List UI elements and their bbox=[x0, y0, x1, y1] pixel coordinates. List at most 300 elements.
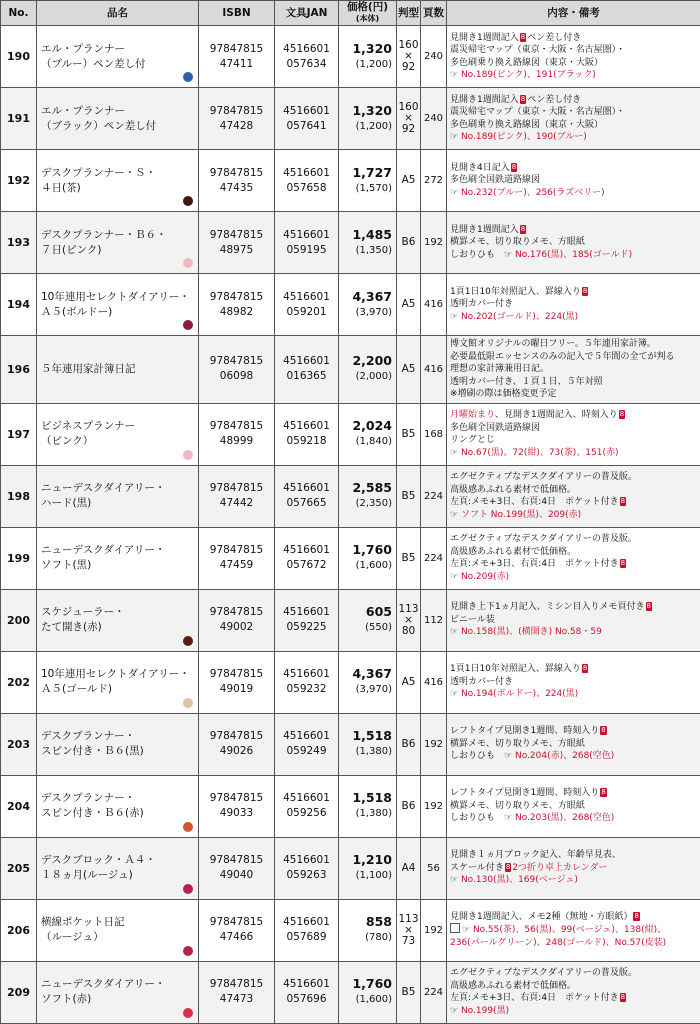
description-line bbox=[450, 338, 697, 351]
description-cell bbox=[447, 713, 700, 775]
description-text: 横罫メモ、切り取りメモ、方眼紙 bbox=[450, 739, 585, 749]
color-swatch bbox=[183, 320, 193, 330]
isbn-line: 97847815 bbox=[199, 729, 274, 744]
color-swatch bbox=[183, 884, 193, 894]
jan-line: 4516601 bbox=[275, 605, 338, 620]
size-cell bbox=[397, 651, 421, 713]
isbn-line: 97847815 bbox=[199, 228, 274, 243]
jan-cell bbox=[275, 899, 339, 961]
description-line bbox=[450, 447, 697, 460]
description-cell bbox=[447, 961, 700, 1023]
jan-cell bbox=[275, 88, 339, 150]
jan-line: 057689 bbox=[275, 930, 338, 945]
jan-line: 059195 bbox=[275, 243, 338, 258]
jan-line: 4516601 bbox=[275, 791, 338, 806]
size-line: B6 bbox=[397, 801, 420, 812]
page-count: 112 bbox=[421, 589, 447, 651]
price-base: (1,570) bbox=[339, 181, 392, 197]
related-items: No.67(黒)、72(紺)、73(茶)、151(赤) bbox=[461, 448, 619, 458]
product-name-line: Ａ５(ゴールド) bbox=[41, 682, 194, 697]
size-cell bbox=[397, 837, 421, 899]
size-cell bbox=[397, 589, 421, 651]
isbn-line: 47435 bbox=[199, 181, 274, 196]
price-tax-included: 4,367 bbox=[339, 289, 392, 305]
price-base: (1,380) bbox=[339, 744, 392, 760]
table-row bbox=[1, 527, 700, 589]
product-name-cell bbox=[37, 527, 199, 589]
color-swatch bbox=[183, 636, 193, 646]
page-count: 168 bbox=[421, 403, 447, 465]
color-swatch bbox=[183, 196, 193, 206]
product-name-line: 10年連用セレクトダイアリー・ bbox=[41, 667, 194, 682]
related-items: 236(パールグリーン)、248(ゴールド)、No.57(皮装) bbox=[450, 938, 666, 948]
description-text: ペン差し付き bbox=[527, 33, 581, 43]
eight-mark-icon: 8 bbox=[582, 664, 588, 673]
pointing-hand-icon: ☞ bbox=[450, 188, 461, 198]
description-line bbox=[450, 849, 697, 862]
header-isbn: ISBN bbox=[199, 1, 275, 26]
item-number: 205 bbox=[1, 837, 37, 899]
description-line bbox=[450, 614, 697, 627]
jan-cell bbox=[275, 403, 339, 465]
description-line bbox=[450, 119, 697, 132]
pointing-hand-icon: ☞ bbox=[504, 250, 515, 260]
product-name-line: ニューデスクダイアリー・ bbox=[41, 977, 194, 992]
description-line bbox=[450, 376, 697, 389]
product-name-cell bbox=[37, 775, 199, 837]
eight-mark-icon: 8 bbox=[620, 497, 626, 506]
color-swatch bbox=[183, 1008, 193, 1018]
size-cell bbox=[397, 899, 421, 961]
table-row bbox=[1, 336, 700, 404]
page-count: 240 bbox=[421, 88, 447, 150]
product-name-line: ５年連用家計簿日記 bbox=[41, 362, 194, 377]
jan-cell bbox=[275, 465, 339, 527]
color-swatch bbox=[183, 258, 193, 268]
jan-line: 016365 bbox=[275, 369, 338, 384]
size-line: B6 bbox=[397, 739, 420, 750]
item-number: 202 bbox=[1, 651, 37, 713]
product-name-line: １８ヵ月(ルージュ) bbox=[41, 868, 194, 883]
product-name-cell bbox=[37, 961, 199, 1023]
size-cell bbox=[397, 150, 421, 212]
isbn-line: 47411 bbox=[199, 57, 274, 72]
product-name-cell bbox=[37, 336, 199, 404]
size-line: A5 bbox=[397, 175, 420, 186]
jan-line: 4516601 bbox=[275, 290, 338, 305]
eight-mark-icon: 8 bbox=[511, 163, 517, 172]
price-cell bbox=[339, 713, 397, 775]
size-cell bbox=[397, 274, 421, 336]
description-line bbox=[450, 725, 697, 738]
size-line: A5 bbox=[397, 299, 420, 310]
description-highlight: 2つ折り卓上カレンダー bbox=[512, 863, 607, 873]
description-line bbox=[450, 937, 697, 950]
description-line bbox=[450, 471, 697, 484]
size-line: A4 bbox=[397, 863, 420, 874]
page-count: 224 bbox=[421, 465, 447, 527]
jan-cell bbox=[275, 212, 339, 274]
description-line bbox=[450, 286, 697, 299]
product-name-line: ソフト(黒) bbox=[41, 558, 194, 573]
isbn-line: 49040 bbox=[199, 868, 274, 883]
jan-line: 4516601 bbox=[275, 667, 338, 682]
isbn-line: 47428 bbox=[199, 119, 274, 134]
isbn-cell bbox=[199, 527, 275, 589]
description-line bbox=[450, 106, 697, 119]
isbn-cell bbox=[199, 403, 275, 465]
description-text: エグゼクティブなデスクダイアリーの普及版。 bbox=[450, 534, 637, 544]
price-base: (780) bbox=[339, 930, 392, 946]
isbn-line: 47473 bbox=[199, 992, 274, 1007]
price-cell bbox=[339, 212, 397, 274]
header-row bbox=[1, 1, 700, 26]
jan-line: 057696 bbox=[275, 992, 338, 1007]
jan-line: 4516601 bbox=[275, 915, 338, 930]
related-items: No.203(黒)、268(空色) bbox=[515, 813, 614, 823]
size-line: A5 bbox=[397, 364, 420, 375]
isbn-cell bbox=[199, 274, 275, 336]
description-line bbox=[450, 484, 697, 497]
isbn-cell bbox=[199, 26, 275, 88]
related-items: No.189(ピンク)、190(ブルー) bbox=[461, 132, 587, 142]
description-line bbox=[450, 1005, 697, 1018]
product-name-line: デスクプランナー・ bbox=[41, 729, 194, 744]
item-number: 194 bbox=[1, 274, 37, 336]
pointing-hand-icon: ☞ bbox=[450, 70, 461, 80]
page-count: 56 bbox=[421, 837, 447, 899]
isbn-line: 49002 bbox=[199, 620, 274, 635]
isbn-line: 49026 bbox=[199, 744, 274, 759]
isbn-cell bbox=[199, 336, 275, 404]
description-highlight: 月曜始まり bbox=[450, 410, 495, 420]
price-tax-included: 1,760 bbox=[339, 542, 392, 558]
product-name-line: デスクプランナー・Ｂ６・ bbox=[41, 228, 194, 243]
isbn-cell bbox=[199, 651, 275, 713]
pointing-hand-icon: ☞ bbox=[450, 510, 461, 520]
description-text: しおりひも bbox=[450, 813, 495, 823]
isbn-cell bbox=[199, 713, 275, 775]
description-text: 左頁:メモ+3日、右頁:4日 ポケット付き bbox=[450, 993, 619, 1003]
related-items: No.199(黒) bbox=[461, 1006, 509, 1016]
price-cell bbox=[339, 899, 397, 961]
description-text: 高級感あふれる素材で低価格。 bbox=[450, 547, 576, 557]
product-name-cell bbox=[37, 589, 199, 651]
table-row bbox=[1, 589, 700, 651]
eight-mark-icon: 8 bbox=[600, 788, 606, 797]
table-row bbox=[1, 150, 700, 212]
description-text: 多色刷乗り換え路線図（東京・大阪） bbox=[450, 58, 603, 68]
description-text: 透明カバー付き、１頁１日、５年対照 bbox=[450, 377, 603, 387]
price-base: (1,350) bbox=[339, 243, 392, 259]
description-line bbox=[450, 967, 697, 980]
jan-line: 059225 bbox=[275, 620, 338, 635]
price-tax-included: 4,367 bbox=[339, 666, 392, 682]
jan-line: 4516601 bbox=[275, 354, 338, 369]
header-pages: 頁数 bbox=[421, 1, 447, 26]
related-items: No.232(ブルー)、256(ラズベリー) bbox=[461, 188, 605, 198]
jan-cell bbox=[275, 775, 339, 837]
description-line bbox=[450, 800, 697, 813]
page-count: 272 bbox=[421, 150, 447, 212]
description-text: リングとじ bbox=[450, 435, 495, 445]
table-row bbox=[1, 465, 700, 527]
header-price bbox=[339, 1, 397, 26]
description-cell bbox=[447, 336, 700, 404]
description-text: レフトタイプ見開き1週間、時刻入り bbox=[450, 726, 599, 736]
price-base: (2,000) bbox=[339, 369, 392, 385]
product-name-line: スケジューラー・ bbox=[41, 605, 194, 620]
header-size: 判型 bbox=[397, 1, 421, 26]
product-name-cell bbox=[37, 713, 199, 775]
product-name-line: デスクプランナー・Ｓ・ bbox=[41, 166, 194, 181]
header-price-sub: (本体) bbox=[339, 13, 396, 24]
size-cell bbox=[397, 88, 421, 150]
price-cell bbox=[339, 274, 397, 336]
item-number: 197 bbox=[1, 403, 37, 465]
pointing-hand-icon: ☞ bbox=[450, 1006, 461, 1016]
size-cell bbox=[397, 961, 421, 1023]
isbn-cell bbox=[199, 212, 275, 274]
jan-cell bbox=[275, 527, 339, 589]
header-no: No. bbox=[1, 1, 37, 26]
description-text: 、見開き1週間記入、時刻入り bbox=[495, 410, 618, 420]
description-text: 1頁1日10年対照記入、罫線入り bbox=[450, 664, 581, 674]
description-text: しおりひも bbox=[450, 250, 495, 260]
related-items: No.189(ピンク)、191(ブラック) bbox=[461, 70, 596, 80]
description-line bbox=[450, 422, 697, 435]
isbn-line: 97847815 bbox=[199, 853, 274, 868]
size-cell bbox=[397, 465, 421, 527]
header-name: 品名 bbox=[37, 1, 199, 26]
eight-mark-icon: 8 bbox=[582, 287, 588, 296]
jan-cell bbox=[275, 837, 339, 899]
description-line bbox=[450, 676, 697, 689]
size-line: B5 bbox=[397, 491, 420, 502]
size-line: 160 bbox=[397, 102, 420, 113]
description-line bbox=[450, 911, 697, 924]
color-swatch bbox=[183, 72, 193, 82]
description-line bbox=[450, 787, 697, 800]
price-cell bbox=[339, 527, 397, 589]
table-row bbox=[1, 961, 700, 1023]
page-count: 416 bbox=[421, 336, 447, 404]
pointing-hand-icon: ☞ bbox=[450, 627, 461, 637]
description-cell bbox=[447, 589, 700, 651]
price-cell bbox=[339, 589, 397, 651]
isbn-line: 06098 bbox=[199, 369, 274, 384]
jan-line: 059218 bbox=[275, 434, 338, 449]
table-row bbox=[1, 899, 700, 961]
size-line: × bbox=[397, 925, 420, 936]
description-cell bbox=[447, 88, 700, 150]
product-name-line: ソフト(赤) bbox=[41, 992, 194, 1007]
price-base: (1,200) bbox=[339, 57, 392, 73]
isbn-line: 97847815 bbox=[199, 791, 274, 806]
description-text: レフトタイプ見開き1週間、時刻入り bbox=[450, 788, 599, 798]
isbn-cell bbox=[199, 837, 275, 899]
jan-line: 4516601 bbox=[275, 977, 338, 992]
price-cell bbox=[339, 26, 397, 88]
description-line bbox=[450, 923, 697, 937]
item-number: 206 bbox=[1, 899, 37, 961]
product-name-cell bbox=[37, 274, 199, 336]
page-count: 416 bbox=[421, 274, 447, 336]
description-line bbox=[450, 496, 697, 509]
product-name-line: ４日(茶) bbox=[41, 181, 194, 196]
size-line: 80 bbox=[397, 626, 420, 637]
jan-line: 059232 bbox=[275, 682, 338, 697]
size-line: 160 bbox=[397, 40, 420, 51]
size-line: B6 bbox=[397, 237, 420, 248]
product-name-line: ハード(黒) bbox=[41, 496, 194, 511]
jan-line: 4516601 bbox=[275, 228, 338, 243]
product-name-line: スピン付き・Ｂ６(黒) bbox=[41, 744, 194, 759]
size-line: × bbox=[397, 51, 420, 62]
jan-line: 4516601 bbox=[275, 729, 338, 744]
description-text: 高級感あふれる素材で低価格。 bbox=[450, 981, 576, 991]
item-number: 204 bbox=[1, 775, 37, 837]
isbn-line: 48975 bbox=[199, 243, 274, 258]
size-cell bbox=[397, 527, 421, 589]
description-line bbox=[450, 558, 697, 571]
size-line: × bbox=[397, 113, 420, 124]
isbn-line: 97847815 bbox=[199, 354, 274, 369]
jan-line: 057672 bbox=[275, 558, 338, 573]
description-line bbox=[450, 311, 697, 324]
description-text: 左頁:メモ+3日、右頁:4日 ポケット付き bbox=[450, 559, 619, 569]
price-tax-included: 1,518 bbox=[339, 728, 392, 744]
page-count: 192 bbox=[421, 212, 447, 274]
product-name-cell bbox=[37, 651, 199, 713]
eight-mark-icon: 8 bbox=[520, 225, 526, 234]
jan-cell bbox=[275, 26, 339, 88]
size-line: × bbox=[397, 615, 420, 626]
product-name-line: デスクプランナー・ bbox=[41, 791, 194, 806]
description-text: 博文館オリジナルの曜日フリー。５年連用家計簿。 bbox=[450, 339, 656, 349]
table-row bbox=[1, 651, 700, 713]
jan-cell bbox=[275, 274, 339, 336]
description-cell bbox=[447, 274, 700, 336]
jan-cell bbox=[275, 713, 339, 775]
color-swatch bbox=[183, 946, 193, 956]
price-tax-included: 1,210 bbox=[339, 852, 392, 868]
product-name-cell bbox=[37, 26, 199, 88]
header-jan: 文具JAN bbox=[275, 1, 339, 26]
product-name-line: （ブラック）ペン差し付 bbox=[41, 119, 194, 134]
description-line bbox=[450, 663, 697, 676]
price-base: (3,970) bbox=[339, 305, 392, 321]
jan-line: 057641 bbox=[275, 119, 338, 134]
description-cell bbox=[447, 150, 700, 212]
description-line bbox=[450, 351, 697, 364]
related-items: No.204(赤)、268(空色) bbox=[515, 751, 614, 761]
size-cell bbox=[397, 403, 421, 465]
price-tax-included: 1,760 bbox=[339, 976, 392, 992]
description-line bbox=[450, 224, 697, 237]
description-line bbox=[450, 571, 697, 584]
isbn-line: 47442 bbox=[199, 496, 274, 511]
table-row bbox=[1, 713, 700, 775]
price-tax-included: 858 bbox=[339, 914, 392, 930]
description-cell bbox=[447, 651, 700, 713]
description-text: 必要最低限エッセンスのみの記入で５年間の全てが判る bbox=[450, 352, 675, 362]
pointing-hand-icon: ☞ bbox=[450, 875, 461, 885]
jan-cell bbox=[275, 961, 339, 1023]
description-line bbox=[450, 57, 697, 70]
price-cell bbox=[339, 651, 397, 713]
isbn-line: 97847815 bbox=[199, 419, 274, 434]
related-items: No.176(黒)、185(ゴールド) bbox=[515, 250, 632, 260]
jan-cell bbox=[275, 150, 339, 212]
header-desc: 内容・備考 bbox=[447, 1, 700, 26]
related-items: No.55(茶)、56(黒)、99(ベージュ)、138(紺)、 bbox=[473, 925, 666, 935]
description-text: しおりひも bbox=[450, 751, 495, 761]
eight-mark-icon: 8 bbox=[505, 863, 511, 872]
item-number: 193 bbox=[1, 212, 37, 274]
isbn-cell bbox=[199, 88, 275, 150]
description-text: 多色刷全国鉄道路線図 bbox=[450, 423, 540, 433]
price-base: (2,350) bbox=[339, 496, 392, 512]
description-text: 見開き1週間記入 bbox=[450, 225, 519, 235]
page-count: 192 bbox=[421, 899, 447, 961]
size-line: B5 bbox=[397, 429, 420, 440]
price-tax-included: 1,727 bbox=[339, 165, 392, 181]
pointing-hand-icon: ☞ bbox=[462, 925, 473, 935]
isbn-line: 47466 bbox=[199, 930, 274, 945]
product-name-line: ニューデスクダイアリー・ bbox=[41, 543, 194, 558]
description-cell bbox=[447, 465, 700, 527]
isbn-line: 97847815 bbox=[199, 290, 274, 305]
item-number: 192 bbox=[1, 150, 37, 212]
isbn-line: 97847815 bbox=[199, 667, 274, 682]
related-items: ソフト No.199(黒)、209(赤) bbox=[461, 510, 581, 520]
isbn-line: 97847815 bbox=[199, 166, 274, 181]
isbn-line: 97847815 bbox=[199, 977, 274, 992]
description-text: 左頁:メモ+3日、右頁:4日 ポケット付き bbox=[450, 497, 619, 507]
price-tax-included: 1,485 bbox=[339, 227, 392, 243]
description-text: ペン差し付き bbox=[527, 95, 581, 105]
product-name-cell bbox=[37, 465, 199, 527]
isbn-line: 97847815 bbox=[199, 605, 274, 620]
description-cell bbox=[447, 212, 700, 274]
price-tax-included: 2,024 bbox=[339, 418, 392, 434]
jan-line: 4516601 bbox=[275, 543, 338, 558]
jan-line: 4516601 bbox=[275, 481, 338, 496]
isbn-cell bbox=[199, 775, 275, 837]
price-base: (3,970) bbox=[339, 682, 392, 698]
jan-line: 057658 bbox=[275, 181, 338, 196]
product-name-line: デスクブロック・Ａ４・ bbox=[41, 853, 194, 868]
jan-line: 059249 bbox=[275, 744, 338, 759]
description-line bbox=[450, 187, 697, 200]
isbn-line: 48999 bbox=[199, 434, 274, 449]
description-text: エグゼクティブなデスクダイアリーの普及版。 bbox=[450, 968, 637, 978]
size-cell bbox=[397, 336, 421, 404]
description-text: 見開き1週間記入、メモ2種（無地・方眼紙） bbox=[450, 912, 632, 922]
table-row bbox=[1, 775, 700, 837]
description-text: スケール付き bbox=[450, 863, 504, 873]
color-swatch bbox=[183, 698, 193, 708]
description-text: 震災帰宅マップ（東京・大阪・名古屋圏）・ bbox=[450, 45, 625, 55]
product-name-line: ニューデスクダイアリー・ bbox=[41, 481, 194, 496]
pointing-hand-icon: ☞ bbox=[450, 312, 461, 322]
isbn-cell bbox=[199, 465, 275, 527]
isbn-line: 49033 bbox=[199, 806, 274, 821]
size-line: 113 bbox=[397, 914, 420, 925]
description-line bbox=[450, 601, 697, 614]
description-line bbox=[450, 236, 697, 249]
